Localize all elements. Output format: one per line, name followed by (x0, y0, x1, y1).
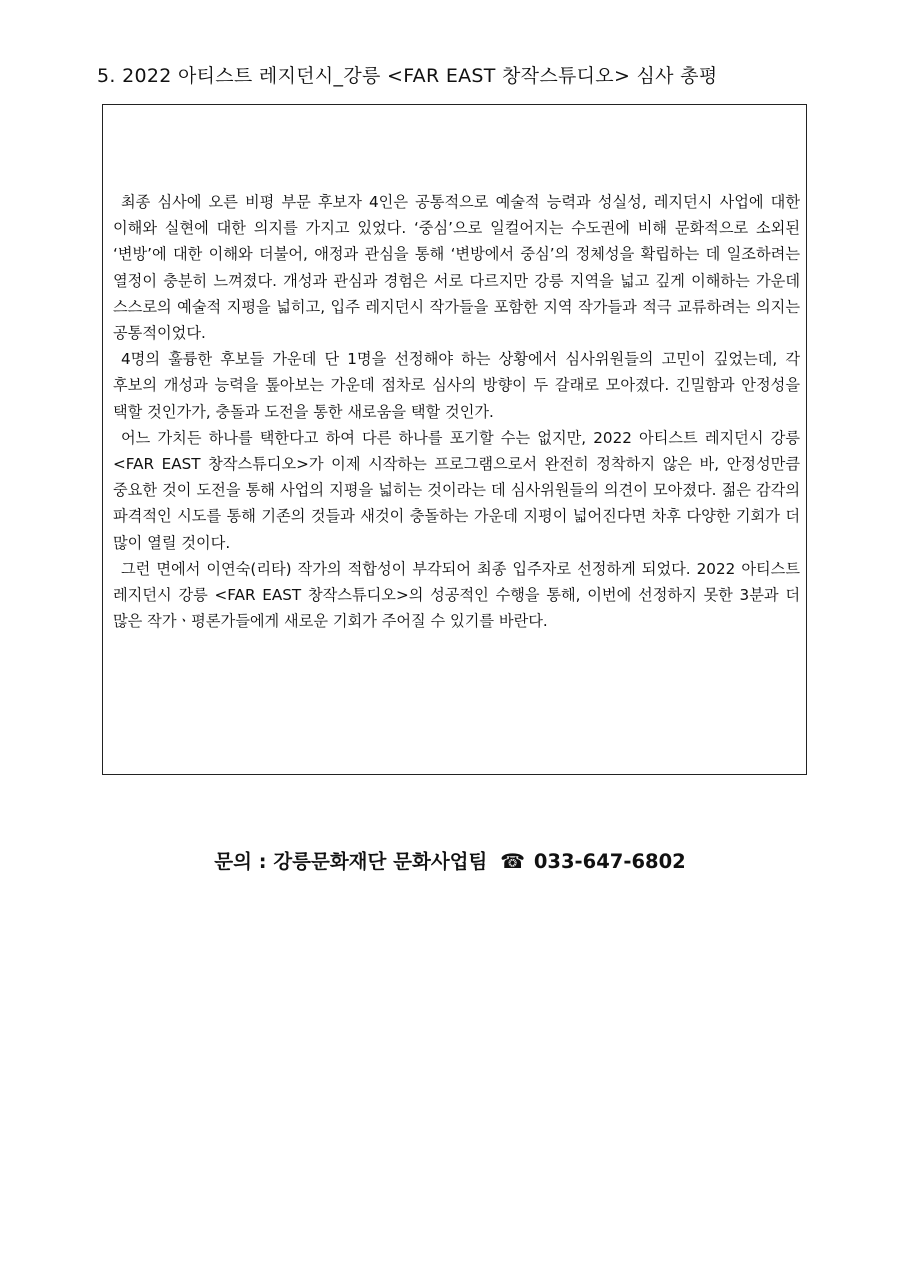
review-body (113, 189, 800, 634)
review-box (102, 104, 807, 775)
contact-phone: 033-647-6802 (533, 850, 686, 873)
review-paragraph-1: 최종 심사에 오른 비평 부문 후보자 4인은 공통적으로 예술적 능력과 성실성, 레지던시 사업에 대한 이해와 실현에 대한 의지를 가지고 있었다. ‘중심’으로 일컬어지는 수도권에 비해 문화적으로 소외된 ‘변방’에 대한 이해와 더불어, 애정과 관심을 통해 ‘변방에서 중심’의 정체성을 확립하는 데 일조하려는 열정이 충분히 느껴졌다. 개성과 관심과 경험은 서로 다르지만 강릉 지역을 넓고 깊게 이해하는 가운데 스스로의 예술적 지평을 넓히고, 입주 레지던시 작가들을 포함한 지역 작가들과 적극 교류하려는 의지는 공통적이었다. (113, 193, 800, 343)
review-paragraph-4: 그런 면에서 이연숙(리타) 작가의 적합성이 부각되어 최종 입주자로 선정하게 되었다. 2022 아티스트 레지던시 강릉 <FAR EAST 창작스튜디오>의 성공적인 수행을 통해, 이번에 선정하지 못한 3분과 더 많은 작가ㆍ평론가들에게 새로운 기회가 주어질 수 있기를 바란다. (113, 559, 800, 631)
contact-label: 문의 : 강릉문화재단 문화사업팀 (214, 850, 488, 873)
telephone-icon: ☎ (500, 849, 526, 873)
review-paragraph-3: 어느 가치든 하나를 택한다고 하여 다른 하나를 포기할 수는 없지만, 2022 아티스트 레지던시 강릉 <FAR EAST 창작스튜디오>가 이제 시작하는 프로그램으로서 완전히 정착하지 않은 바, 안정성만큼 중요한 것이 도전을 통해 사업의 지평을 넓히는 것이라는 데 심사위원들의 의견이 모아졌다. 젊은 감각의 파격적인 시도를 통해 기존의 것들과 새것이 충돌하는 가운데 지평이 넓어진다면 차후 다양한 기회가 더 많이 열릴 것이다. (113, 428, 800, 552)
contact-line (0, 846, 900, 874)
section-heading: 5. 2022 아티스트 레지던시_강릉 <FAR EAST 창작스튜디오> 심사 총평 (97, 65, 718, 87)
review-paragraph-2: 4명의 훌륭한 후보들 가운데 단 1명을 선정해야 하는 상황에서 심사위원들의 고민이 깊었는데, 각 후보의 개성과 능력을 톺아보는 가운데 점차로 심사의 방향이 두 갈래로 모아졌다. 긴밀함과 안정성을 택할 것인가가, 충돌과 도전을 통한 새로움을 택할 것인가. (113, 350, 800, 421)
